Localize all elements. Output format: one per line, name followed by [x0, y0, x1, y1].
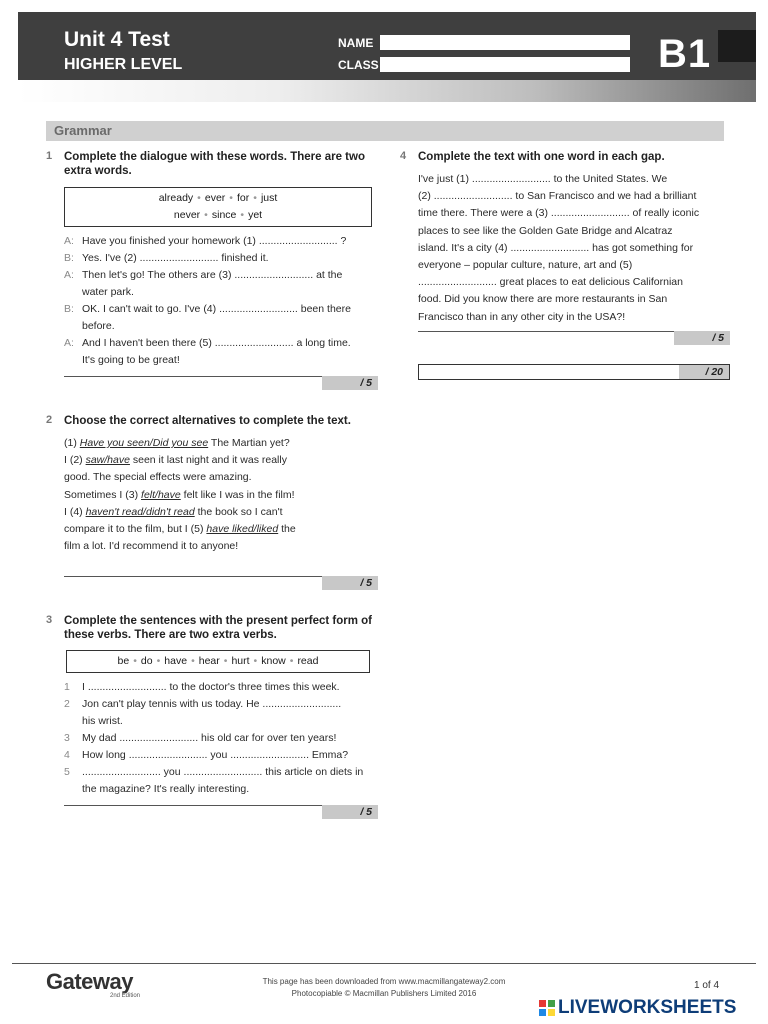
verb-option: do — [140, 655, 153, 667]
header-gradient-strip — [18, 80, 756, 102]
line-text: water park. — [82, 286, 134, 298]
text-segment: seen it last night and it was really — [129, 454, 287, 467]
exercise-text — [64, 435, 378, 555]
verb-box — [66, 650, 370, 673]
text-segment: The Martian yet? — [208, 437, 290, 449]
line-marker: 4 — [64, 749, 70, 761]
bullet-separator: • — [253, 192, 257, 204]
alternatives-choice: have liked/liked — [206, 523, 279, 536]
page-number: 1 of 4 — [694, 980, 720, 991]
bullet-separator: • — [223, 655, 228, 667]
text-line — [64, 504, 378, 521]
word-box-row — [65, 207, 371, 224]
icon-square — [547, 999, 556, 1008]
level-badge-bar — [718, 30, 756, 62]
section-heading — [46, 121, 724, 141]
verb-option: hear — [198, 655, 220, 667]
text-line: I've just (1) ........................... to the United States. We — [418, 173, 668, 185]
verb-option: have — [164, 655, 188, 667]
text-line — [64, 452, 378, 469]
dialogue — [64, 233, 378, 369]
text-line — [64, 679, 378, 696]
copyright-note: Photocopiable © Macmillan Publishers Limited 2016 — [291, 989, 477, 998]
bullet-separator: • — [229, 192, 233, 204]
section-title: Grammar — [54, 123, 112, 138]
download-note: This page has been downloaded from www.macmillangateway2.com — [262, 977, 506, 986]
text-segment: (1) — [64, 437, 80, 449]
text-line — [64, 233, 378, 250]
text-line — [64, 267, 378, 284]
text-line — [64, 250, 378, 267]
line-marker — [64, 713, 82, 730]
text-line — [64, 435, 378, 452]
word-option: already — [158, 192, 194, 204]
text-line — [64, 538, 378, 555]
line-text: the magazine? It's really interesting. — [82, 783, 250, 795]
line-text: It's going to be great! — [82, 354, 180, 366]
bullet-separator: • — [197, 192, 201, 204]
line-marker: A: — [64, 269, 74, 281]
alternatives-choice: haven't read/didn't read — [85, 505, 195, 518]
line-text: I ........................... to the doctor's three times this week. — [82, 681, 340, 693]
text-line — [64, 352, 378, 369]
line-marker — [64, 284, 82, 301]
text-line — [64, 747, 378, 764]
line-text: before. — [82, 320, 115, 332]
exercise-number: 1 — [46, 150, 53, 162]
text-line — [64, 713, 378, 730]
word-option: ever — [204, 192, 226, 204]
score-box: / 5 — [322, 576, 378, 590]
word-box — [64, 187, 372, 227]
exercise-1 — [46, 150, 378, 369]
line-marker — [64, 781, 82, 798]
text-line — [64, 469, 378, 486]
word-option: for — [236, 192, 250, 204]
line-marker: 3 — [64, 732, 70, 744]
liveworksheets-wordmark: LIVEWORKSHEETS — [558, 997, 737, 1018]
text-segment: I (4) — [64, 505, 86, 518]
text-line — [64, 301, 378, 318]
exercise-instructions: Choose the correct alternatives to complete the text. — [64, 415, 351, 427]
line-marker: A: — [64, 337, 74, 349]
score-box: / 5 — [322, 805, 378, 819]
exercise-instructions: Complete the dialogue with these words. There are two extra words. — [64, 151, 365, 177]
line-marker: 1 — [64, 681, 70, 693]
text-line: food. Did you know there are more restaurants in San — [418, 293, 668, 306]
text-line: Francisco than in any other city in the USA?! — [418, 310, 626, 323]
word-option: just — [260, 192, 278, 204]
text-line — [64, 781, 378, 798]
text-line: (2) ........................... to San Francisco and we had a brilliant — [418, 190, 697, 203]
text-line — [64, 487, 378, 504]
text-segment: the — [278, 523, 296, 536]
sentence-list — [64, 679, 378, 798]
verb-option: know — [261, 655, 286, 667]
bullet-separator: • — [133, 655, 137, 667]
text-segment: Sometimes I (3) — [64, 488, 142, 501]
total-score-value: / 20 — [679, 365, 729, 379]
line-marker — [64, 318, 82, 335]
line-text: Jon can't play tennis with us today. He ........................... — [82, 698, 342, 710]
text-line: time there. There were a (3) ........................... of really iconic — [418, 207, 700, 220]
alternatives-choice: felt/have — [141, 488, 181, 501]
name-field[interactable] — [380, 35, 630, 50]
line-text: Yes. I've (2) ........................... finished it. — [82, 252, 269, 264]
exercise-number: 3 — [46, 614, 53, 626]
liveworksheets-logo[interactable] — [538, 997, 736, 1019]
text-line — [64, 318, 378, 335]
word-option: never — [173, 209, 201, 221]
icon-square — [538, 1008, 547, 1017]
line-text: Have you finished your homework (1) ........................... ? — [82, 235, 347, 247]
gateway-logo: Gateway — [46, 969, 133, 994]
line-marker: A: — [64, 235, 74, 247]
bullet-separator: • — [191, 655, 195, 667]
word-option: since — [211, 209, 237, 221]
exercise-number: 2 — [46, 414, 53, 426]
bullet-separator: • — [253, 655, 258, 667]
line-text: his wrist. — [82, 715, 123, 727]
score-box: / 5 — [322, 376, 378, 390]
line-marker: B: — [64, 252, 74, 264]
liveworksheets-icon — [538, 999, 556, 1017]
text-segment: film a lot. I'd recommend it to anyone! — [64, 540, 239, 553]
exercise-3 — [46, 614, 378, 798]
line-marker: 2 — [64, 698, 70, 710]
text-segment: the book so I can't — [194, 505, 283, 518]
line-marker — [64, 352, 82, 369]
alternatives-choice: saw/have — [85, 454, 130, 467]
class-label: CLASS — [338, 58, 379, 72]
verb-option: hurt — [231, 655, 250, 667]
text-line: island. It's a city (4) ........................... has got something for — [418, 241, 694, 254]
line-marker: 5 — [64, 766, 70, 778]
page-header — [18, 12, 756, 102]
text-line — [64, 284, 378, 301]
edition-label: 2nd Edition — [110, 993, 141, 999]
line-text: How long ........................... you ........................... Emma? — [82, 749, 349, 761]
text-line — [64, 696, 378, 713]
line-text: And I haven't been there (5) ........................... a long time. — [82, 337, 351, 349]
name-label: NAME — [338, 36, 374, 50]
bullet-separator: • — [289, 655, 294, 667]
alternatives-choice: Have you seen/Did you see — [79, 437, 209, 449]
exercise-4 — [400, 150, 730, 326]
icon-square — [547, 1008, 556, 1017]
exercise-instructions: Complete the sentences with the present perfect form of these verbs. There are two extra verbs. — [64, 615, 373, 641]
text-line: ........................... great places to eat delicious Californian — [418, 276, 683, 289]
text-line — [64, 521, 378, 538]
verb-option: be — [117, 655, 130, 667]
footer-divider — [12, 963, 756, 964]
icon-square — [538, 999, 547, 1008]
line-text: Then let's go! The others are (3) ........................... at the — [82, 269, 343, 281]
line-text: My dad ........................... his old car for over ten years! — [82, 732, 337, 744]
line-text: OK. I can't wait to go. I've (4) ........................... been there — [82, 303, 351, 315]
bullet-separator: • — [240, 209, 245, 221]
bullet-separator: • — [204, 209, 208, 221]
line-marker: B: — [64, 303, 74, 315]
bullet-separator: • — [156, 655, 161, 667]
text-line: places to see like the Golden Gate Bridge and Alcatraz — [418, 224, 673, 237]
text-line — [64, 764, 378, 781]
text-segment: compare it to the film, but I (5) — [64, 523, 207, 536]
test-title: Unit 4 Test — [64, 28, 170, 51]
text-segment: good. The special effects were amazing. — [64, 471, 252, 484]
score-box: / 5 — [674, 331, 730, 345]
word-option: yet — [248, 209, 263, 221]
class-field[interactable] — [380, 57, 630, 72]
verb-option: read — [297, 655, 319, 667]
level-badge: B1 — [658, 32, 712, 76]
gap-fill-text — [418, 171, 730, 326]
test-level: HIGHER LEVEL — [64, 56, 183, 73]
text-line: everyone – popular culture, nature, art and (5) — [418, 259, 633, 272]
text-segment: felt like I was in the film! — [180, 488, 295, 501]
exercise-2 — [46, 414, 378, 555]
text-line — [64, 730, 378, 747]
exercise-instructions: Complete the text with one word in each gap. — [418, 151, 665, 163]
text-line — [64, 335, 378, 352]
word-box-row — [65, 190, 371, 207]
line-text: ........................... you ........................... this article on diets in — [82, 766, 364, 778]
total-score — [418, 364, 730, 380]
exercise-number: 4 — [400, 150, 407, 162]
text-segment: I (2) — [64, 454, 86, 467]
